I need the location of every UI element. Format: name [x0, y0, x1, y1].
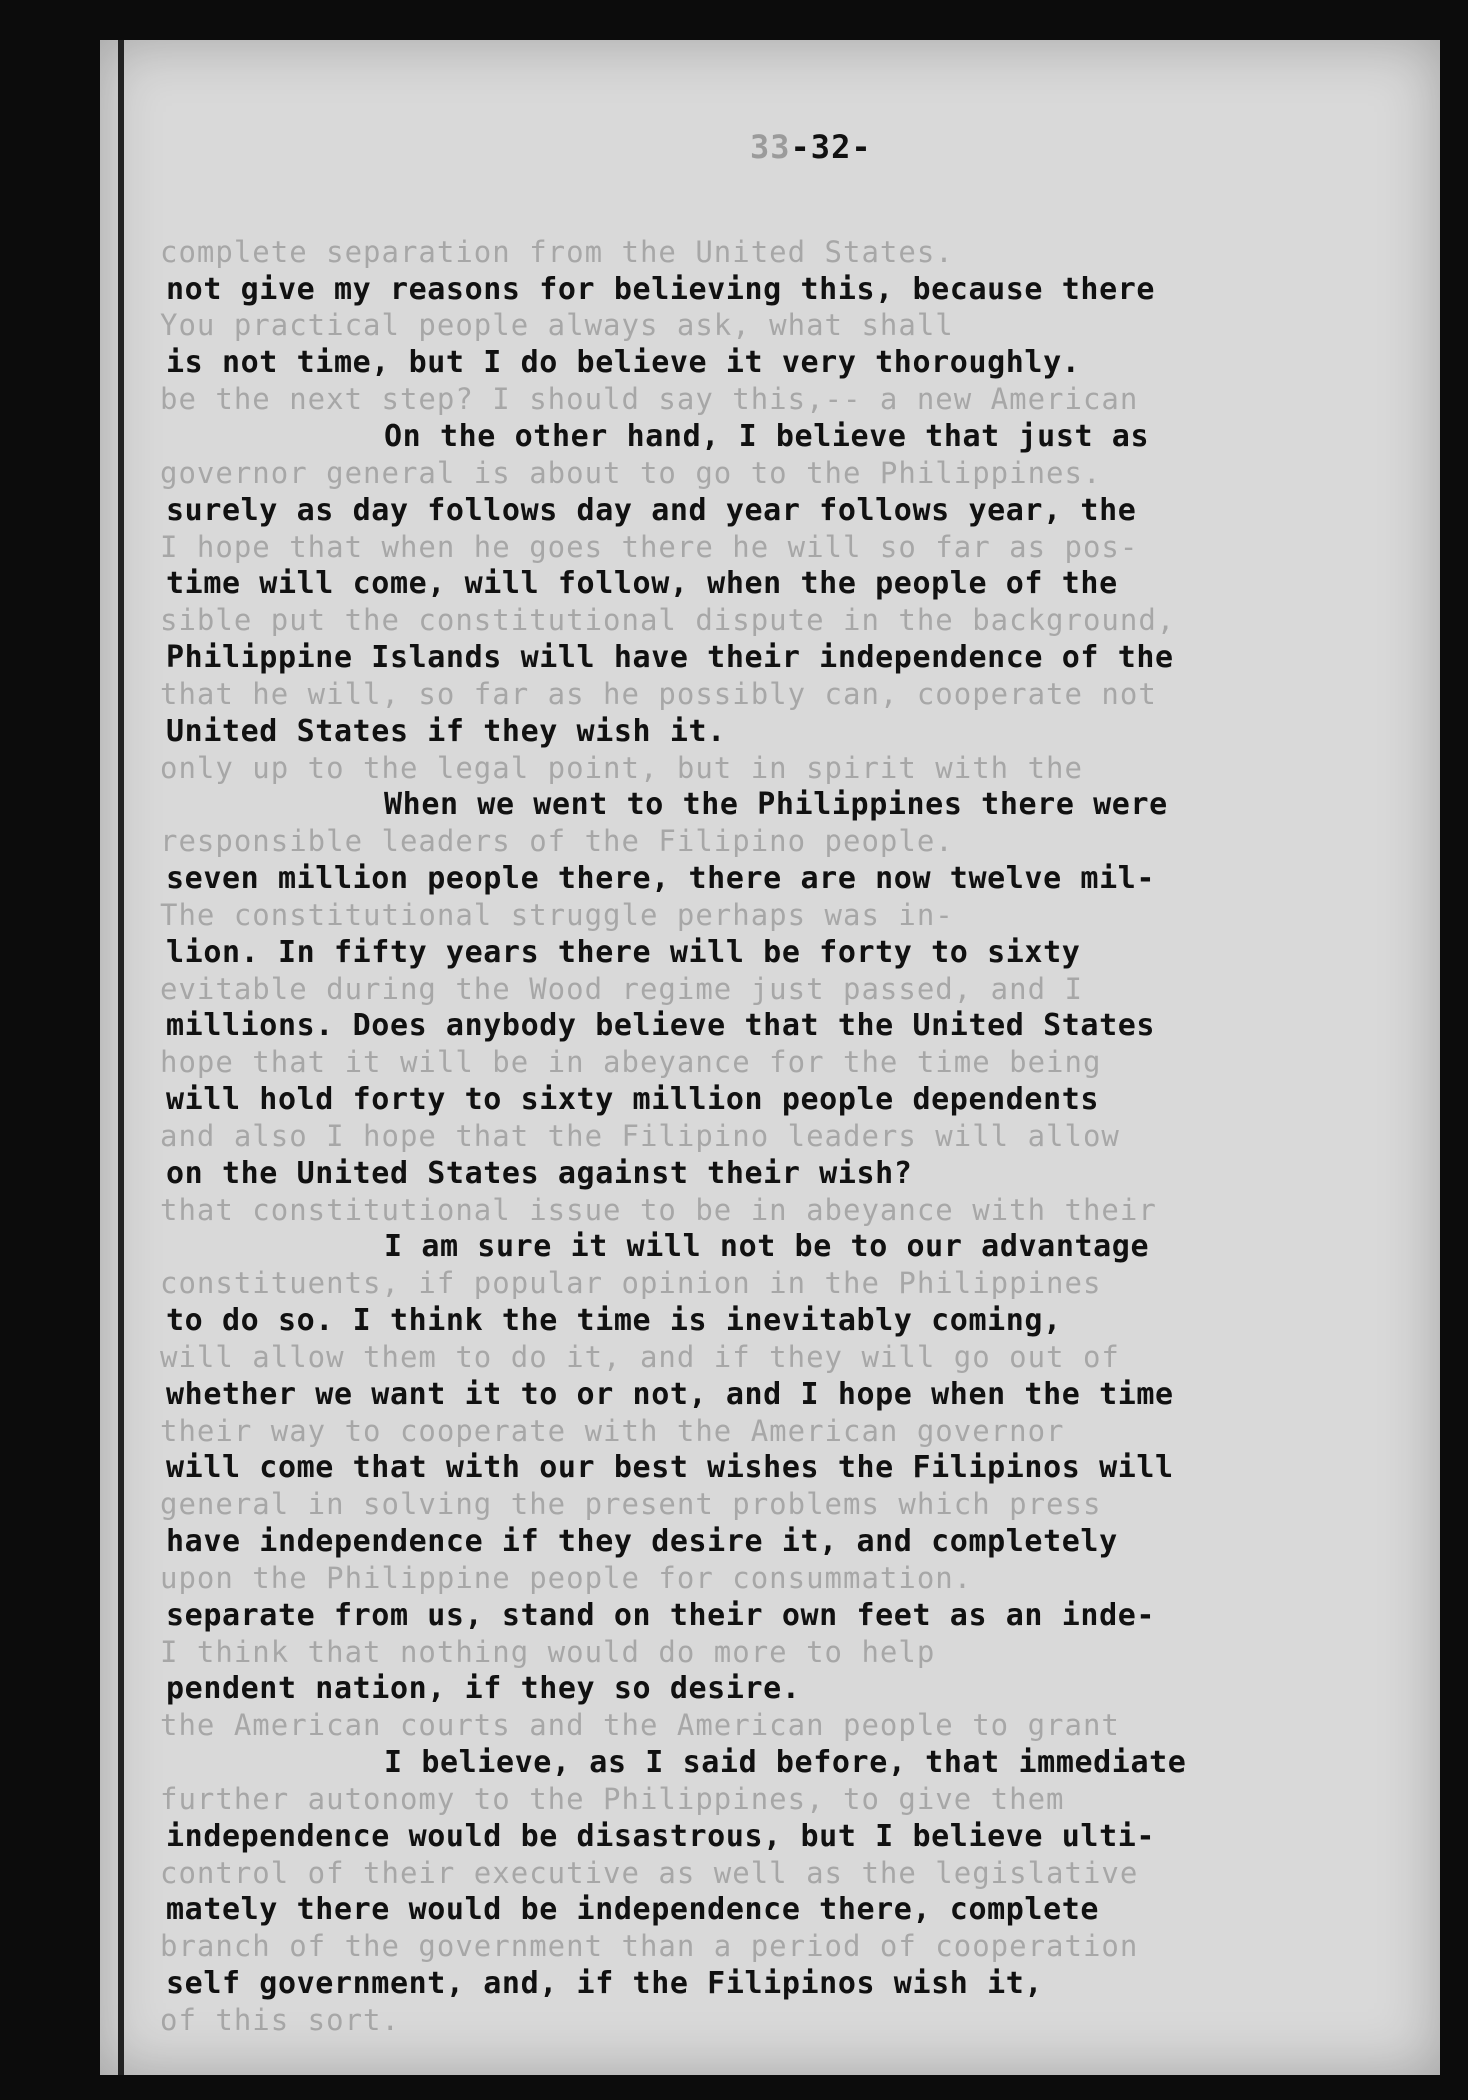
- bleed-through-line: control of their executive as well as the legislative: [160, 1856, 1139, 1890]
- text-line: United States if they wish it.: [166, 714, 726, 749]
- bleed-through-line: constituents, if popular opinion in the Philippines: [160, 1266, 1102, 1300]
- text-line: separate from us, stand on their own feet as an inde-: [166, 1598, 1156, 1633]
- text-line: I believe, as I said before, that immediate: [384, 1745, 1187, 1780]
- struck-page-number: 33: [750, 128, 791, 166]
- text-line: I am sure it will not be to our advantage: [384, 1229, 1150, 1264]
- bleed-through-line: I think that nothing would do more to help: [160, 1635, 936, 1669]
- text-line: whether we want it to or not, and I hope when the time: [166, 1377, 1174, 1412]
- bleed-through-line: that constitutional issue to be in abeyance with their: [160, 1193, 1157, 1227]
- text-line: self government, and, if the Filipinos wish it,: [166, 1966, 1044, 2001]
- binding-edge: [118, 40, 124, 2075]
- bleed-through-line: of this sort.: [160, 2003, 400, 2037]
- bleed-through-line: branch of the government than a period of cooperation: [160, 1929, 1139, 1963]
- bleed-through-line: general in solving the present problems which press: [160, 1487, 1102, 1521]
- bleed-through-line: their way to cooperate with the American governor: [160, 1414, 1065, 1448]
- text-line: will come that with our best wishes the Filipinos will: [166, 1450, 1174, 1485]
- text-line: not give my reasons for believing this, because there: [166, 272, 1156, 307]
- bleed-through-line: responsible leaders of the Filipino people.: [160, 824, 954, 858]
- bleed-through-line: complete separation from the United States.: [160, 235, 954, 269]
- bleed-through-line: You practical people always ask, what shall: [160, 308, 954, 342]
- bleed-through-line: governor general is about to go to the Philippines.: [160, 456, 1102, 490]
- text-line: surely as day follows day and year follows year, the: [166, 493, 1137, 528]
- text-line: time will come, will follow, when the people of the: [166, 566, 1118, 601]
- bleed-through-line: only up to the legal point, but in spirit with the: [160, 751, 1083, 785]
- paper-sheet: [100, 40, 1440, 2075]
- bleed-through-line: that he will, so far as he possibly can, cooperate not: [160, 677, 1157, 711]
- text-line: pendent nation, if they so desire.: [166, 1671, 801, 1706]
- bleed-through-line: be the next step? I should say this,-- a new American: [160, 382, 1139, 416]
- bleed-through-line: I hope that when he goes there he will so far as pos-: [160, 530, 1139, 564]
- text-line: is not time, but I do believe it very thoroughly.: [166, 345, 1081, 380]
- text-line: On the other hand, I believe that just as: [384, 419, 1150, 454]
- bleed-through-line: sible put the constitutional dispute in the background,: [160, 603, 1176, 637]
- text-line: millions. Does anybody believe that the United States: [166, 1008, 1156, 1043]
- text-line: lion. In fifty years there will be forty to sixty: [166, 935, 1081, 970]
- bleed-through-line: will allow them to do it, and if they will go out of: [160, 1340, 1120, 1374]
- bleed-through-line: further autonomy to the Philippines, to give them: [160, 1782, 1065, 1816]
- text-line: will hold forty to sixty million people dependents: [166, 1082, 1100, 1117]
- bleed-through-line: upon the Philippine people for consummation.: [160, 1561, 973, 1595]
- page-number: [750, 128, 872, 166]
- text-line: independence would be disastrous, but I believe ulti-: [166, 1819, 1156, 1854]
- bleed-through-line: The constitutional struggle perhaps was in-: [160, 898, 954, 932]
- current-page-number: -32-: [790, 128, 872, 166]
- bleed-through-line: hope that it will be in abeyance for the time being: [160, 1045, 1102, 1079]
- bleed-through-line: and also I hope that the Filipino leaders will allow: [160, 1119, 1120, 1153]
- text-line: to do so. I think the time is inevitably coming,: [166, 1303, 1062, 1338]
- text-line: have independence if they desire it, and completely: [166, 1524, 1118, 1559]
- text-line: When we went to the Philippines there were: [384, 787, 1168, 822]
- text-line: on the United States against their wish?: [166, 1156, 913, 1191]
- bleed-through-line: evitable during the Wood regime just passed, and I: [160, 972, 1083, 1006]
- text-line: Philippine Islands will have their independence of the: [166, 640, 1174, 675]
- bleed-through-line: the American courts and the American people to grant: [160, 1708, 1120, 1742]
- text-line: mately there would be independence there, complete: [166, 1892, 1100, 1927]
- text-line: seven million people there, there are now twelve mil-: [166, 861, 1156, 896]
